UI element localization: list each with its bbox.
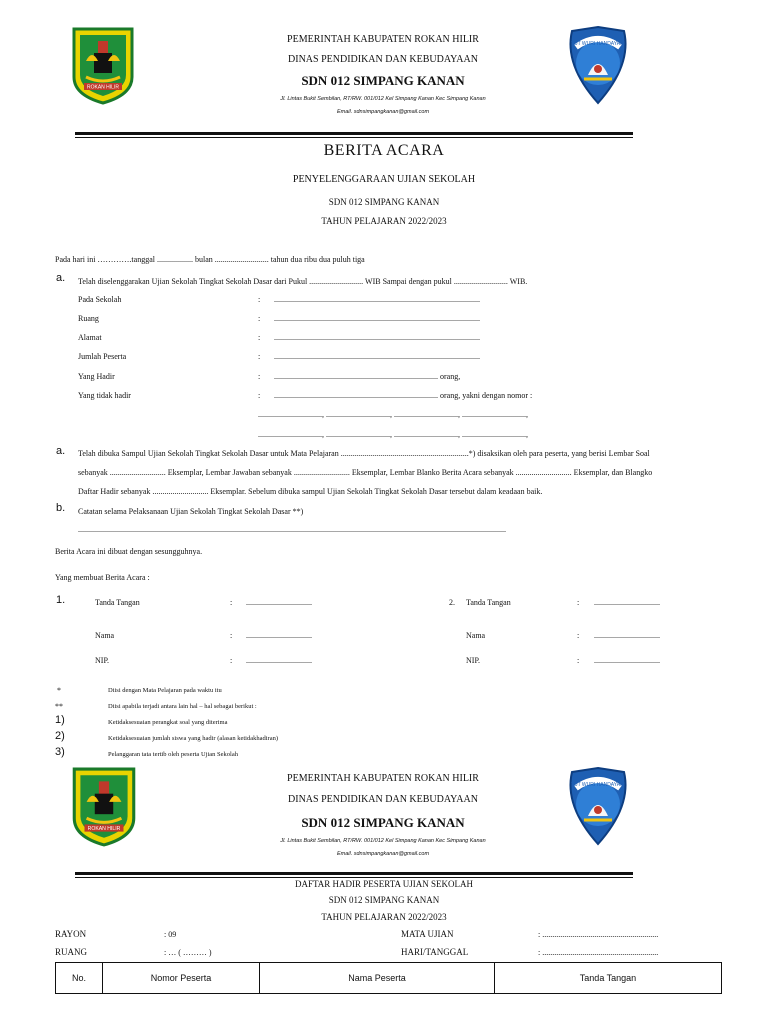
document-subtitle-1: PENYELENGGARAAN UJIAN SEKOLAH (292, 174, 476, 185)
section-a2-line-2: sebanyak ............................ Eksemplar, Lembar Jawaban sebanyak ............................ Eksemplar, Lembar Blanko Berita Acara sebanyak ............................ Eksemplar, dan Blangko (78, 468, 653, 477)
maker-label: Yang membuat Berita Acara : (55, 573, 150, 582)
logo-left-label: ROKAN HILIR (87, 826, 121, 833)
field-value: .................................................................................. orang, yakni dengan nomor : (274, 391, 533, 400)
school-name: SDN 012 SIMPANG KANAN (301, 815, 465, 830)
header-rule-thick (75, 872, 633, 875)
date-label: HARI/TANGGAL (401, 947, 469, 957)
col-no: No. (56, 963, 103, 994)
signer-dots: ................................. (246, 656, 312, 665)
document-subtitle-3: TAHUN PELAJARAN 2022/2023 (321, 216, 447, 226)
govt-name: PEMERINTAH KABUPATEN ROKAN HILIR (287, 773, 479, 784)
signer-colon: : (230, 656, 233, 665)
section-a2-line-1: Telah dibuka Sampul Ujian Sekolah Tingkat Sekolah Dasar untuk Mata Pelajaran ................................................................*) disaksikan oleh para peserta, yang berisi Lembar Soal (78, 449, 650, 458)
attendance-subtitle-2: TAHUN PELAJARAN 2022/2023 (321, 912, 447, 922)
signer-nip-label: NIP. (466, 656, 481, 665)
col-nama-peserta: Nama Peserta (260, 963, 495, 994)
section-a2-marker: a. (56, 445, 66, 457)
signer-dots: ................................. (246, 631, 312, 640)
attendance-title: DAFTAR HADIR PESERTA UJIAN SEKOLAH (294, 879, 474, 889)
subject-label: MATA UJIAN (401, 929, 454, 939)
tut-wuri-handayani-logo (562, 25, 634, 105)
signer-number: 2. (449, 598, 455, 607)
signer-colon: : (230, 631, 233, 640)
signer-nip-label: NIP. (95, 656, 110, 665)
footnote-text: Ketidaksesuaian jumlah siswa yang hadir (alasan ketidakhadiran) (108, 735, 279, 742)
signer-dots: ................................. (594, 656, 660, 665)
rokan-hilir-logo (70, 767, 138, 847)
col-tanda-tangan: Tanda Tangan (495, 963, 722, 994)
footnote-text: Diisi dengan Mata Pelajaran pada waktu itu (108, 687, 222, 694)
footnote-mark: ** (55, 702, 63, 711)
field-value: .................................................................................. orang, (274, 372, 461, 381)
logo-right-label: TUT WURI HANDAYANI (570, 41, 626, 47)
field-label: Yang Hadir (78, 372, 115, 381)
signer-colon: : (577, 598, 580, 607)
school-address: Jl. Lintas Bukit Sembilan, RT/RW. 001/012 Kel Simpang Kanan Kec Simpang Kanan (280, 96, 486, 102)
tut-wuri-handayani-logo (562, 765, 634, 847)
rokan-hilir-logo (72, 27, 134, 105)
intro-line: Pada hari ini ………….tanggal .................. bulan ........................... tahun dua ribu dua puluh tiga (55, 255, 365, 264)
absent-numbers-line-1: ................................, ................................, ................................, ................................, (258, 410, 528, 419)
closing-statement: Berita Acara ini dibuat dengan sesungguhnya. (55, 547, 203, 556)
footnote-text: Ketidaksesuaian perangkat soal yang diterima (108, 719, 228, 726)
field-colon: : (258, 295, 261, 304)
signer-name-label: Nama (466, 631, 486, 640)
signer-number: 1. (56, 594, 66, 606)
attendance-subtitle-1: SDN 012 SIMPANG KANAN (328, 895, 440, 905)
field-label: Pada Sekolah (78, 295, 122, 304)
footnote-mark: 3) (55, 746, 65, 758)
field-colon: : (258, 333, 261, 342)
signer-ttd-label: Tanda Tangan (466, 598, 511, 607)
signer-name-label: Nama (95, 631, 115, 640)
dept-name: DINAS PENDIDIKAN DAN KEBUDAYAAN (288, 54, 478, 65)
signer-dots: ................................. (594, 631, 660, 640)
rayon-value: : 09 (164, 930, 177, 939)
field-value: ....................................................................................................... (274, 333, 480, 342)
signer-dots: ................................. (246, 598, 312, 607)
school-email: Email. sdnsimpangkanan@gmail.com (336, 851, 430, 857)
header-rule-thick (75, 132, 633, 135)
section-a1-text: Telah diselenggarakan Ujian Sekolah Tingkat Sekolah Dasar dari Pukul ........................... WIB Sampai dengan pukul ........................... WIB. (78, 277, 528, 286)
absent-numbers-line-2: ................................, ................................, ................................, ................................, (258, 430, 528, 439)
section-a2-line-3: Daftar Hadir sebanyak ............................ Eksemplar. Sebelum dibuka sampul Ujian Sekolah Tingkat Sekolah Dasar tersebut dalam keadaan baik. (78, 487, 543, 496)
field-colon: : (258, 352, 261, 361)
logo-left-label: ROKAN HILIR (87, 84, 119, 91)
field-colon: : (258, 314, 261, 323)
school-email: Email. sdnsimpangkanan@gmail.com (336, 109, 430, 115)
signer-colon: : (230, 598, 233, 607)
field-label: Alamat (78, 333, 102, 342)
field-label: Ruang (78, 314, 99, 323)
date-value: : .......................................................... (538, 948, 659, 957)
subject-value: : .......................................................... (538, 930, 659, 939)
signer-ttd-label: Tanda Tangan (95, 598, 140, 607)
school-name: SDN 012 SIMPANG KANAN (301, 73, 465, 88)
header-rule-thin (75, 137, 633, 138)
footnote-text: Diisi apabila terjadi antara lain hal – hal sebagai berikut : (108, 703, 257, 710)
col-nomor-peserta: Nomor Peserta (103, 963, 260, 994)
govt-name: PEMERINTAH KABUPATEN ROKAN HILIR (287, 34, 479, 45)
field-colon: : (258, 391, 261, 400)
document-subtitle-2: SDN 012 SIMPANG KANAN (328, 197, 440, 207)
section-b-notes-line: ...................................................................................................................................................................................................................... (78, 525, 506, 534)
field-label: Yang tidak hadir (78, 391, 131, 400)
field-value: ....................................................................................................... (274, 295, 480, 304)
rayon-label: RAYON (55, 929, 87, 939)
document-title: BERITA ACARA (323, 142, 445, 159)
footnote-mark: 1) (55, 714, 65, 726)
school-address: Jl. Lintas Bukit Sembilan, RT/RW. 001/012 Kel Simpang Kanan Kec Simpang Kanan (280, 838, 486, 844)
section-a1-marker: a. (56, 272, 66, 284)
dept-name: DINAS PENDIDIKAN DAN KEBUDAYAAN (288, 794, 478, 805)
footnote-mark: * (57, 686, 61, 695)
section-b-marker: b. (56, 502, 66, 514)
ruang-label: RUANG (55, 947, 88, 957)
table-header-row (56, 963, 722, 994)
footnote-mark: 2) (55, 730, 65, 742)
footnote-text: Pelanggaran tata tertib oleh peserta Ujian Sekolah (108, 751, 238, 758)
signer-colon: : (577, 656, 580, 665)
signer-dots: ................................. (594, 598, 660, 607)
header-rule-thin (75, 877, 633, 878)
signer-colon: : (577, 631, 580, 640)
ruang-value: : … ( ……… ) (164, 948, 212, 957)
logo-right-label: TUT WURI HANDAYANI (570, 782, 626, 788)
attendance-table (55, 962, 722, 994)
field-value: ....................................................................................................... (274, 352, 480, 361)
field-colon: : (258, 372, 261, 381)
field-value: ....................................................................................................... (274, 314, 480, 323)
section-b-text: Catatan selama Pelaksanaan Ujian Sekolah Tingkat Sekolah Dasar **) (78, 507, 304, 516)
field-label: Jumlah Peserta (78, 352, 127, 361)
